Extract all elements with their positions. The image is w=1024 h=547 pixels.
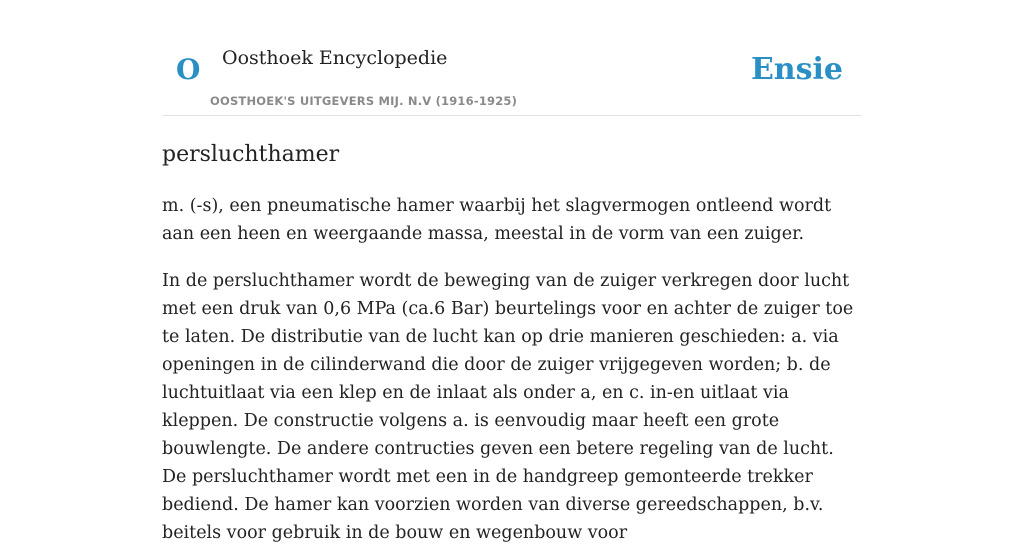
article-paragraph-body: In de persluchthamer wordt de beweging van de zuiger verkregen door lucht met een druk van 0,6 MPa (ca.6 Bar) beurtelings voor en achter de zuiger toe te laten. De distributie van de lucht kan op drie manieren geschieden: a. via openingen in de cilinderwand die door de zuiger vrijgegeven worden; b. de luchtuitlaat via een klep en de inlaat als onder a, en c. in-en uitlaat via kleppen. De constructie volgens a. is eenvoudig maar heeft een grote bouwlengte. De andere contructies geven een betere regeling van de lucht. De persluchthamer wordt met een in de handgreep gemonteerde trekker bediend. De hamer kan voorzien worden van diverse gereedschappen, b.v. beitels voor gebruik in de bouw en wegenbouw voor (162, 271, 854, 543)
ensie-brand-logo[interactable]: Ensie (750, 52, 843, 87)
logo-letter[interactable]: O (176, 53, 201, 86)
site-header (162, 0, 862, 116)
article-title: persluchthamer (162, 142, 340, 167)
page (162, 0, 862, 543)
article-paragraph-definition: m. (-s), een pneumatische hamer waarbij het slagvermogen ontleend wordt aan een heen en weergaande massa, meestal in de vorm van een zuiger. (162, 196, 832, 244)
encyclopedia-title[interactable]: Oosthoek Encyclopedie (222, 47, 448, 69)
publisher-subtitle: OOSTHOEK'S UITGEVERS MIJ. N.V (1916-1925) (210, 94, 518, 108)
